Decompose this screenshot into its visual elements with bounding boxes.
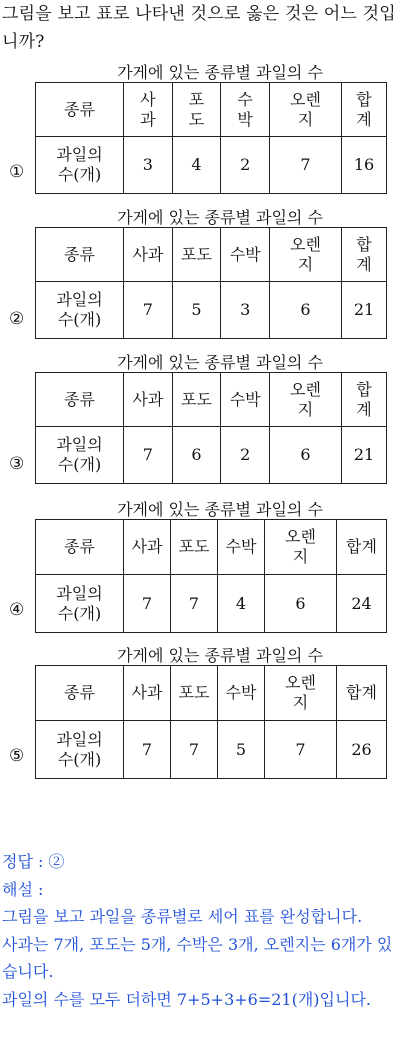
header-cell-apple: 사과 xyxy=(124,228,173,282)
explanation-label: 해설 : xyxy=(2,879,44,899)
table-header-row xyxy=(36,373,387,427)
table-data-row xyxy=(36,137,387,194)
value-cell: 7 xyxy=(265,721,337,779)
answer-label: 정답 : ② xyxy=(2,852,65,871)
header-cell-grape: 포 도 xyxy=(172,83,221,137)
row-label-cell: 과일의 수(개) xyxy=(36,137,124,194)
table-data-row xyxy=(36,721,387,779)
option-number: ④ xyxy=(9,600,25,620)
value-cell: 6 xyxy=(172,427,221,484)
fruit-table xyxy=(35,665,387,779)
value-cell: 7 xyxy=(171,575,218,633)
header-cell-watermelon: 수 박 xyxy=(221,83,270,137)
header-cell-watermelon: 수박 xyxy=(221,373,270,427)
value-cell: 21 xyxy=(342,282,387,339)
table-caption: 가게에 있는 종류별 과일의 수 xyxy=(117,208,323,227)
value-cell: 24 xyxy=(337,575,387,633)
value-cell: 26 xyxy=(337,721,387,779)
table-data-row xyxy=(36,282,387,339)
option-number: ② xyxy=(9,309,25,329)
header-cell-orange: 오렌 지 xyxy=(265,666,337,721)
row-label-cell: 과일의 수(개) xyxy=(36,282,124,339)
explanation-line: 사과는 7개, 포도는 5개, 수박은 3개, 오렌지는 6개가 있습니다. xyxy=(2,934,393,981)
value-cell: 7 xyxy=(124,282,173,339)
value-cell: 6 xyxy=(270,282,342,339)
option-number: ⑤ xyxy=(9,746,25,766)
header-cell-apple: 사과 xyxy=(124,373,173,427)
table-data-row xyxy=(36,427,387,484)
header-cell-total: 합계 xyxy=(337,520,387,575)
header-cell-grape: 포도 xyxy=(171,666,218,721)
header-cell-orange: 오렌 지 xyxy=(270,373,342,427)
option-number: ③ xyxy=(9,454,25,474)
header-cell-total: 합 계 xyxy=(342,228,387,282)
value-cell: 2 xyxy=(221,137,270,194)
table-caption: 가게에 있는 종류별 과일의 수 xyxy=(117,500,323,519)
header-cell-grape: 포도 xyxy=(172,228,221,282)
option-number: ① xyxy=(9,162,25,182)
header-cell-orange: 오렌 지 xyxy=(270,228,342,282)
table-header-row xyxy=(36,666,387,721)
value-cell: 21 xyxy=(342,427,387,484)
header-cell-grape: 포도 xyxy=(172,373,221,427)
explanation-line: 과일의 수를 모두 더하면 7+5+3+6=21(개)입니다. xyxy=(2,989,372,1009)
header-cell-grape: 포도 xyxy=(171,520,218,575)
value-cell: 4 xyxy=(172,137,221,194)
header-cell-total: 합 계 xyxy=(342,83,387,137)
value-cell: 7 xyxy=(171,721,218,779)
header-cell-watermelon: 수박 xyxy=(218,520,265,575)
fruit-table xyxy=(35,519,387,633)
answer-section xyxy=(2,848,400,1013)
value-cell: 7 xyxy=(124,575,171,633)
table-caption: 가게에 있는 종류별 과일의 수 xyxy=(117,63,323,82)
header-cell-watermelon: 수박 xyxy=(221,228,270,282)
value-cell: 7 xyxy=(124,427,173,484)
table-caption: 가게에 있는 종류별 과일의 수 xyxy=(117,353,323,372)
explanation-line: 그림을 보고 과일을 종류별로 세어 표를 완성합니다. xyxy=(2,907,363,926)
table-header-row xyxy=(36,228,387,282)
header-cell-apple: 사과 xyxy=(124,520,171,575)
question-text: 그림을 보고 표로 나타낸 것으로 옳은 것은 어느 것입니까? xyxy=(2,4,396,52)
table-header-row xyxy=(36,83,387,137)
value-cell: 6 xyxy=(270,427,342,484)
value-cell: 3 xyxy=(221,282,270,339)
header-cell-type: 종류 xyxy=(36,666,124,721)
fruit-table xyxy=(35,227,387,339)
value-cell: 7 xyxy=(270,137,342,194)
table-data-row xyxy=(36,575,387,633)
header-cell-type: 종류 xyxy=(36,520,124,575)
value-cell: 6 xyxy=(265,575,337,633)
value-cell: 7 xyxy=(124,721,171,779)
value-cell: 3 xyxy=(124,137,173,194)
value-cell: 2 xyxy=(221,427,270,484)
header-cell-apple: 사과 xyxy=(124,666,171,721)
fruit-table xyxy=(35,372,387,484)
value-cell: 5 xyxy=(218,721,265,779)
row-label-cell: 과일의 수(개) xyxy=(36,721,124,779)
header-cell-orange: 오렌 지 xyxy=(265,520,337,575)
fruit-table xyxy=(35,82,387,194)
header-cell-total: 합 계 xyxy=(342,373,387,427)
header-cell-apple: 사 과 xyxy=(124,83,173,137)
row-label-cell: 과일의 수(개) xyxy=(36,427,124,484)
header-cell-type: 종류 xyxy=(36,228,124,282)
header-cell-type: 종류 xyxy=(36,373,124,427)
header-cell-watermelon: 수박 xyxy=(218,666,265,721)
table-caption: 가게에 있는 종류별 과일의 수 xyxy=(117,646,323,665)
value-cell: 5 xyxy=(172,282,221,339)
value-cell: 16 xyxy=(342,137,387,194)
table-header-row xyxy=(36,520,387,575)
header-cell-type: 종류 xyxy=(36,83,124,137)
row-label-cell: 과일의 수(개) xyxy=(36,575,124,633)
value-cell: 4 xyxy=(218,575,265,633)
header-cell-orange: 오렌 지 xyxy=(270,83,342,137)
header-cell-total: 합계 xyxy=(337,666,387,721)
